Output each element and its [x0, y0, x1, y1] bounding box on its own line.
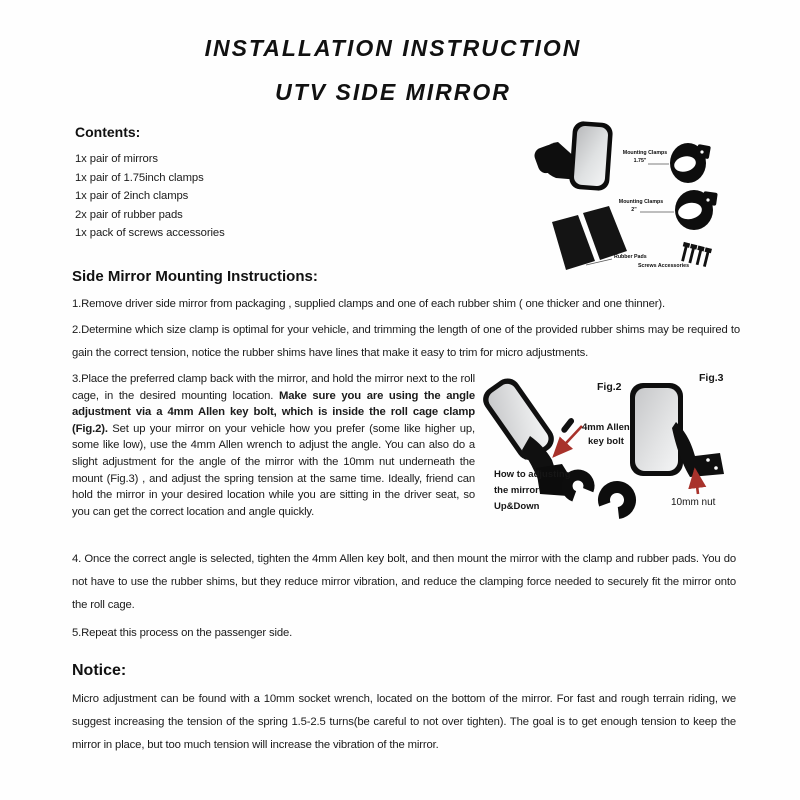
fig2-caption: Fig.2 — [597, 381, 622, 393]
allen-key-label-line2: key bolt — [588, 436, 624, 447]
title-line-2: UTV SIDE MIRROR — [275, 79, 511, 105]
contents-item-mirrors: 1x pair of mirrors — [75, 153, 158, 165]
page-title — [0, 26, 786, 114]
step-5: 5.Repeat this process on the passenger side. — [72, 627, 293, 639]
contents-heading: Contents: — [75, 124, 141, 140]
contents-section — [75, 124, 375, 243]
step-3-text-end: Set up your mirror on your vehicle how you prefer (some like higher up, some like low), use the 4mm Allen wrench to adjust the angle. You can also do a slight adjustment for the angle of the mirror with the 10mm nut underneath the mount (Fig.3) , and adjust the spring tension at the same time. Ideally, friend can hold the mirror in your desired location while you are sitting in the driver seat, so you can get the correct location and angle quickly. — [72, 422, 475, 518]
rubber-pads-image — [552, 206, 627, 270]
notice-body: Micro adjustment can be found with a 10mm socket wrench, located on the bottom of the mirror. For fast and rough terrain riding, we suggest increasing the tension of the spring 1.5-2.5 turns(be careful to not over tighten). The goal is to get enough tension to keep the mirror in place, but too much tension will increase the vibration of the mirror. — [72, 693, 736, 751]
contents-item-2inch-clamps: 1x pair of 2inch clamps — [75, 190, 189, 203]
fig3-bracket-hole-1 — [706, 458, 710, 462]
clamp-2-label: Mounting Clamps — [618, 199, 664, 205]
contents-item-rubber-pads: 2x pair of rubber pads — [75, 208, 183, 221]
clamp-175-image — [670, 143, 711, 183]
fig2-clamp-half-2 — [600, 483, 633, 516]
clamp-2-image — [675, 190, 718, 230]
clamp-175-label: Mounting Clamps — [622, 150, 668, 156]
adjust-note-line2: the mirror — [494, 485, 539, 496]
fig3-bracket-hole-2 — [714, 466, 718, 470]
adjust-note-line1: How to adjusting — [494, 469, 571, 480]
contents-item-175-clamps: 1x pair of 1.75inch clamps — [75, 171, 204, 184]
step-4: 4. Once the correct angle is selected, tighten the 4mm Allen key bolt, and then mount the mirror with the clamp and rubber pads. You do not have to use the rubber shims, but they reduce mirror vibration, and reduce the clamping force needed to securely fit the mirror onto the roll cage. — [72, 553, 736, 611]
clamp-2-size-label: 2" — [631, 207, 637, 213]
nut-label: 10mm nut — [671, 497, 716, 508]
contents-item-screws: 1x pack of screws accessories — [75, 227, 225, 240]
step-2: 2.Determine which size clamp is optimal for your vehicle, and trimming the length of one of the provided rubber shims may be required to gain the correct tension, notice the rubber shims have lines that make it easy to trim for micro adjustments. — [72, 324, 740, 359]
fig2-mirror — [478, 373, 559, 465]
adjust-note-line3: Up&Down — [494, 501, 540, 512]
notice-heading: Notice: — [72, 662, 127, 679]
mirror-product-image — [532, 121, 613, 192]
screws-label: Screws Accessories — [638, 263, 690, 269]
rubber-pads-label: Rubber Pads — [614, 254, 647, 260]
contents-list — [75, 150, 375, 243]
product-photo — [528, 112, 800, 284]
fig2-allen-bolt-icon — [560, 417, 575, 434]
step-3-bold-note: Make sure you are using the angle adjustment via a 4mm Allen key bolt, which is inside the roll cage clamp (Fig.2). — [72, 389, 475, 435]
clamp-175-size-label: 1.75" — [633, 158, 647, 164]
fig3-illustration — [630, 383, 724, 494]
step-3 — [72, 371, 475, 520]
step-1: 1.Remove driver side mirror from packaging , supplied clamps and one of each rubber shim ( one thicker and one thinner). — [72, 298, 665, 310]
fig2-red-arrow — [554, 426, 582, 456]
figures-illustration — [478, 364, 798, 522]
instructions-heading: Side Mirror Mounting Instructions: — [72, 268, 318, 285]
fig3-mirror-glass — [635, 388, 678, 471]
allen-key-label-line1: 4mm Allen — [582, 422, 630, 433]
title-line-1: INSTALLATION INSTRUCTION — [204, 35, 582, 61]
fig3-caption: Fig.3 — [699, 372, 724, 384]
step-3-text-start: 3.Place the preferred clamp back with the mirror, and hold the mirror next to the roll cage, in the desired mounting location. — [72, 373, 475, 402]
